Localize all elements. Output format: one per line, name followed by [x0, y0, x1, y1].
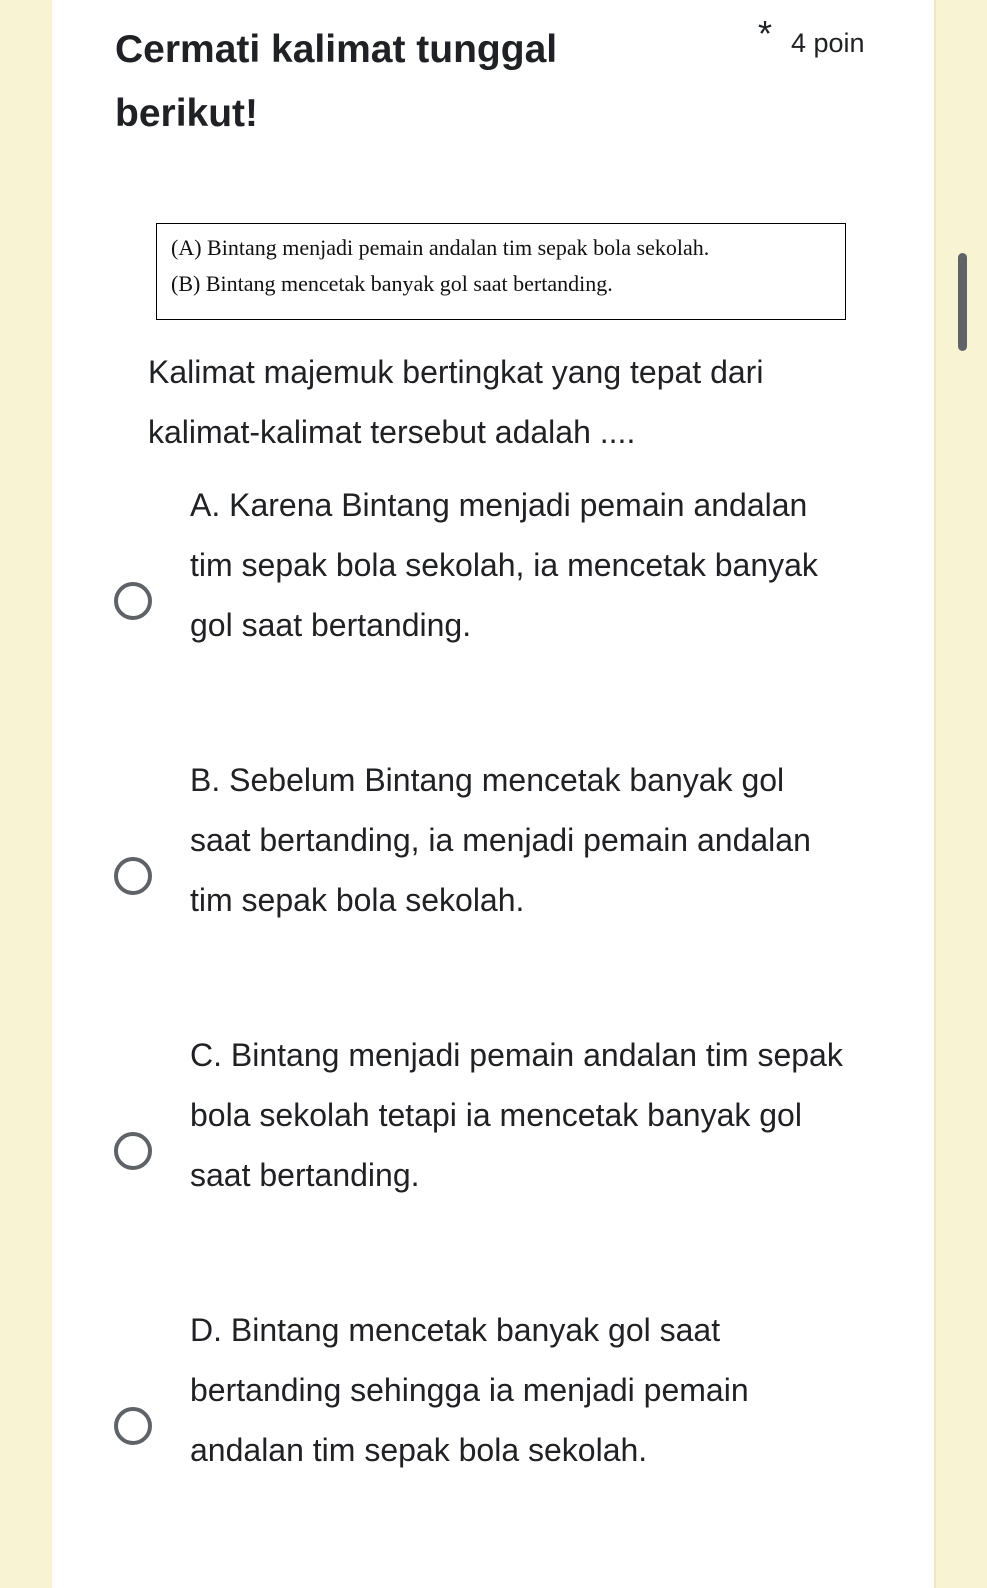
- radio-button-b[interactable]: [114, 857, 152, 895]
- card-divider: [934, 0, 936, 1588]
- scrollbar-thumb[interactable]: [958, 253, 967, 351]
- required-marker: *: [758, 13, 773, 54]
- sentence-box: [156, 223, 846, 320]
- sentence-b: (B) Bintang mencetak banyak gol saat bertanding.: [171, 271, 613, 296]
- radio-button-d[interactable]: [114, 1407, 152, 1445]
- sentence-a: (A) Bintang menjadi pemain andalan tim sepak bola sekolah.: [171, 235, 710, 260]
- points-label: 4 poin: [791, 28, 865, 58]
- option-a[interactable]: [100, 475, 860, 725]
- radio-button-c[interactable]: [114, 1132, 152, 1170]
- option-c[interactable]: [100, 1025, 860, 1275]
- question-title: Cermati kalimat tunggal berikut!: [115, 28, 558, 135]
- option-d[interactable]: [100, 1300, 860, 1550]
- option-b[interactable]: [100, 750, 860, 1000]
- radio-button-a[interactable]: [114, 582, 152, 620]
- question-prompt: Kalimat majemuk bertingkat yang tepat dari kalimat-kalimat tersebut adalah ....: [148, 354, 764, 450]
- option-d-label: D. Bintang mencetak banyak gol saat bertanding sehingga ia menjadi pemain andalan tim sepak bola sekolah.: [190, 1312, 749, 1468]
- option-b-label: B. Sebelum Bintang mencetak banyak gol saat bertanding, ia menjadi pemain andalan tim sepak bola sekolah.: [190, 762, 811, 918]
- option-c-label: C. Bintang menjadi pemain andalan tim sepak bola sekolah tetapi ia mencetak banyak gol saat bertanding.: [190, 1037, 843, 1193]
- option-a-label: A. Karena Bintang menjadi pemain andalan tim sepak bola sekolah, ia mencetak banyak gol saat bertanding.: [190, 487, 818, 643]
